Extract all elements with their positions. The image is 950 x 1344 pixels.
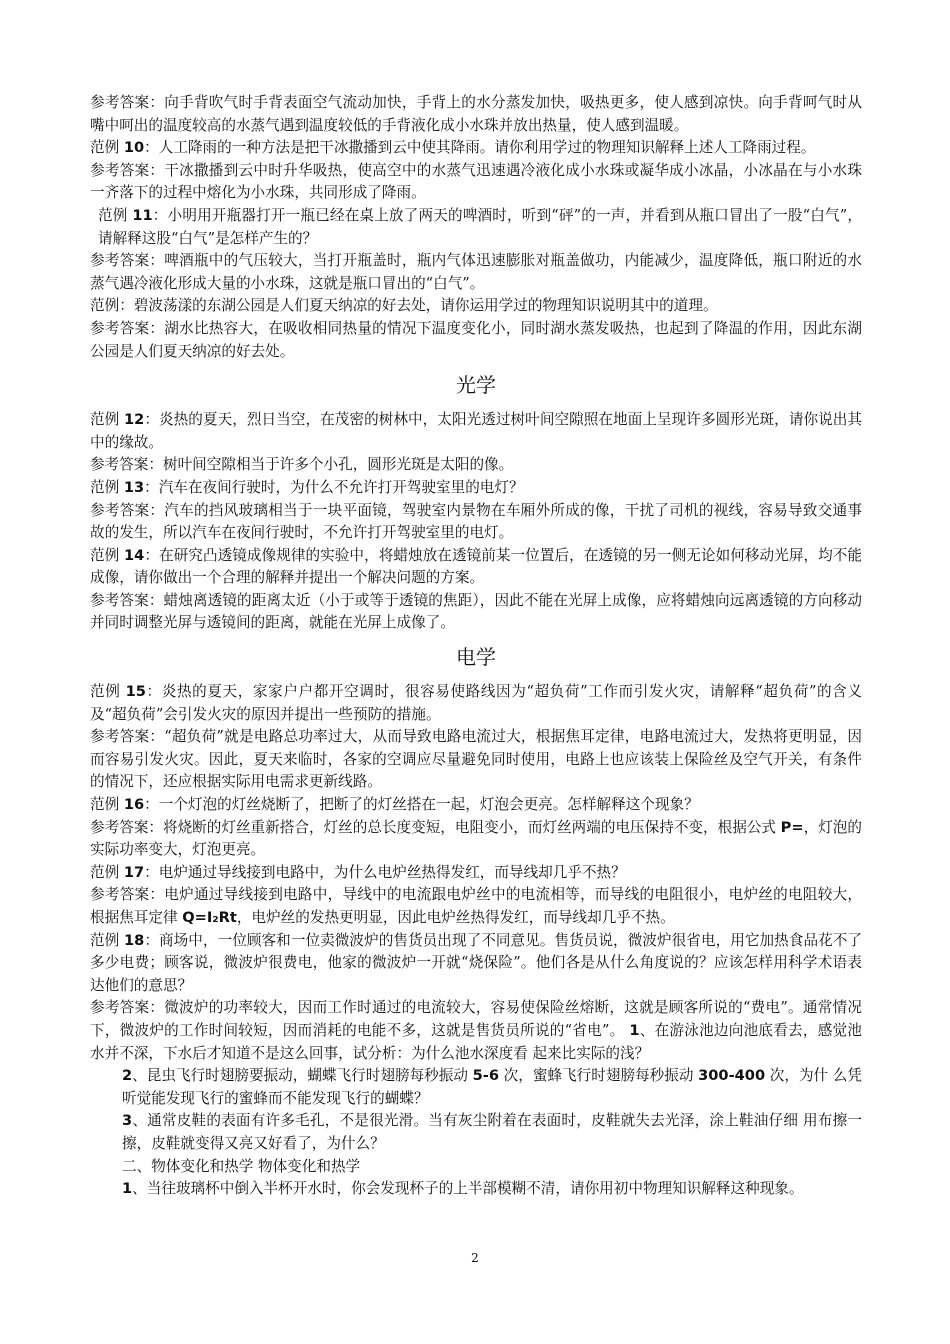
question-number: 3 — [122, 1112, 133, 1130]
example-text: ：炎热的夏天，家家户户都开空调时，很容易使路线因为“超负荷”工作而引发火灾，请解释“超负荷”的含义及“超负荷”会引发火灾的原因并提出一些预防的措施。 — [90, 683, 862, 723]
example-paragraph — [90, 794, 862, 817]
example-number: 10 — [123, 139, 145, 157]
example-label: 范例 — [98, 206, 133, 224]
formula: P= — [780, 818, 804, 836]
example-paragraph — [90, 137, 862, 160]
question-text: 次，为什 么凭听觉能发现飞行的蜜蜂而不能发现飞行的蝴蝶？ — [122, 1067, 862, 1107]
example-paragraph — [90, 862, 862, 885]
answer-text: 参考答案：蜡烛离透镜的距离太近（小于或等于透镜的焦距），因此不能在光屏上成像，应将蜡烛向远离透镜的方向移动并同时调整光屏与透镜间的距离，就能在光屏上成像了。 — [90, 591, 862, 632]
example-text: ：汽车在夜间行驶时，为什么不允许打开驾驶室里的电灯？ — [144, 478, 524, 496]
answer-text: 参考答案：啤酒瓶中的气压较大，当打开瓶盖时，瓶内气体迅速膨胀对瓶盖做功，内能减少，温度降低，瓶口附近的水蒸气遇冷液化形成大量的小水珠，这就是瓶口冒出的“白气”。 — [90, 252, 862, 292]
answer-text: 参考答案：汽车的挡风玻璃相当于一块平面镜，驾驶室内景物在车厢外所成的像，干扰了司机的视线，容易导致交通事故的发生，所以汽车在夜间行驶时，不允许打开驾驶室里的电灯。 — [90, 501, 862, 542]
example-paragraph — [90, 205, 862, 250]
example-label: 范例 — [90, 683, 126, 701]
section-subheading — [90, 1156, 862, 1179]
answer-paragraph — [90, 250, 862, 295]
example-text: ：炎热的夏天，烈日当空，在茂密的树林中，太阳光透过树叶间空隙照在地面上呈现许多圆形光斑，请你说出其中的缘故。 — [90, 411, 863, 451]
answer-paragraph — [90, 817, 862, 862]
answer-paragraph — [90, 726, 862, 794]
question-paragraph — [90, 1178, 862, 1201]
answer-paragraph — [90, 500, 862, 545]
answer-text: 参考答案：树叶间空隙相当于许多个小孔，圆形光斑是太阳的像。 — [90, 456, 514, 474]
example-paragraph — [90, 295, 862, 318]
answer-paragraph — [90, 92, 862, 137]
example-paragraph — [90, 477, 862, 500]
example-number: 13 — [123, 478, 145, 496]
example-text: ：一个灯泡的灯丝烧断了，把断了的灯丝搭在一起，灯泡会更亮。怎样解释这个现象？ — [144, 796, 699, 814]
question-paragraph — [90, 1110, 862, 1155]
example-text: ：电炉通过导线接到电路中，为什么电炉丝热得发红，而导线却几乎不热？ — [144, 863, 626, 881]
answer-paragraph — [90, 318, 862, 363]
example-text: ：在研究凸透镜成像规律的实验中，将蜡烛放在透镜前某一位置后，在透镜的另一侧无论如何移动光屏，均不能成像，请你做出一个合理的解释并提出一个解决问题的方案。 — [90, 546, 863, 587]
question-text: 次，蜜蜂飞行时翅膀每秒振动 — [499, 1067, 699, 1085]
answer-paragraph — [90, 160, 862, 205]
answer-text: 参考答案：“超负荷”就是电路总功率过大，从而导致电路电流过大，根据焦耳定律，电路电流过大，发热将更明显，因而容易引发火灾。因此，夏天来临时，各家的空调应尽量避免同时使用，电路上也应该装上保险丝及空气开关，有条件的情况下，还应根据实际用电需求更新线路。 — [90, 728, 862, 791]
example-label: 范例 — [90, 931, 124, 949]
answer-text: 参考答案：干冰撒播到云中时升华吸热，使高空中的水蒸气迅速遇冷液化成小水珠或凝华成小冰晶，小冰晶在与小水珠一齐落下的过程中熔化为小水珠，共同形成了降雨。 — [90, 161, 862, 202]
answer-text: 参考答案：向手背吹气时手背表面空气流动加快，手背上的水分蒸发加快，吸热更多，使人感到凉快。向手背呵气时从嘴中呵出的温度较高的水蒸气遇到温度较低的手背液化成小水珠并放出热量，使人感到温暖。 — [90, 94, 862, 134]
subheading-text: 二、物体变化和热学 物体变化和热学 — [122, 1157, 361, 1175]
document-page — [90, 92, 862, 1201]
answer-paragraph — [90, 997, 862, 1065]
number-value: 5-6 — [472, 1067, 500, 1085]
answer-text-cont: ，灯泡的实际功率变大，灯泡更亮。 — [90, 818, 862, 859]
answer-paragraph — [90, 590, 862, 635]
answer-text: 参考答案：湖水比热容大，在吸收相同热量的情况下温度变化小，同时湖水蒸发吸热，也起到了降温的作用，因此东湖公园是人们夏天纳凉的好去处。 — [90, 319, 862, 360]
answer-text-cont: ，电炉丝的发热更明显，因此电炉丝热得发红，而导线却几乎不热。 — [236, 909, 675, 926]
question-number: 2 — [122, 1067, 133, 1085]
question-text: 、昆虫飞行时翅膀要振动，蝴蝶飞行时翅膀每秒振动 — [132, 1067, 473, 1085]
example-paragraph — [90, 681, 862, 726]
answer-text: 参考答案：将烧断的灯丝重新搭合，灯丝的总长度变短，电阻变小，而灯丝两端的电压保持不变，根据公式 — [90, 818, 781, 836]
example-label: 范例 — [90, 139, 124, 157]
number-value: 300-400 — [698, 1067, 766, 1085]
answer-paragraph — [90, 884, 862, 929]
example-text: ：商场中，一位顾客和一位卖微波炉的售货员出现了不同意见。售货员说，微波炉很省电，用它加热食品花不了多少电费；顾客说，微波炉很费电，他家的微波炉一开就“烧保险”。他们各是从什么角度说的？应该怎样用科学术语表达他们的意思？ — [90, 931, 863, 994]
question-text: 、当往玻璃杯中倒入半杯开水时，你会发现杯子的上半部模糊不清，请你用初中物理知识解释这种现象。 — [132, 1180, 804, 1198]
example-number: 16 — [123, 796, 145, 814]
answer-text: 参考答案：电炉通过导线接到电路中，导线中的电流跟电炉丝中的电流相等，而导线的电阻很小，电炉丝的电阻较大，根据焦耳定律 — [90, 886, 862, 926]
example-label: 范例 — [90, 478, 124, 496]
question-text: 、通常皮鞋的表面有许多毛孔，不是很光滑。当有灰尘附着在表面时，皮鞋就失去光泽，涂上鞋油仔细 用布擦一擦，皮鞋就变得又亮又好看了，为什么？ — [122, 1112, 862, 1152]
example-number: 17 — [123, 863, 145, 881]
example-text: ：人工降雨的一种方法是把干冰撒播到云中使其降雨。请你利用学过的物理知识解释上述人工降雨过程。 — [144, 139, 816, 157]
question-number: 1 — [629, 1021, 640, 1039]
answer-text: 参考答案：微波炉的功率较大，因而工作时通过的电流较大，容易使保险丝熔断，这就是顾客所说的“费电”。通常情况下，微波炉的工作时间较短，因而消耗的电能不多，这就是售货员所说的“省电”。 — [90, 999, 862, 1039]
example-text: 范例：碧波荡漾的东湖公园是人们夏天纳凉的好去处，请你运用学过的物理知识说明其中的道理。 — [90, 297, 718, 315]
question-text: 、在游泳池边向池底看去，感觉池水并不深，下水后才知道不是这么回事，试分析：为什么池水深度看 起来比实际的浅？ — [90, 1021, 862, 1062]
example-text: ：小明用开瓶器打开一瓶已经在桌上放了两天的啤酒时，听到“砰”的一声，并看到从瓶口冒出了一股“白气”，请解释这股“白气”是怎样产生的？ — [98, 206, 862, 247]
example-number: 14 — [124, 546, 145, 564]
page-number: 2 — [471, 1251, 479, 1265]
example-label: 范例 — [90, 796, 124, 814]
answer-paragraph — [90, 454, 862, 477]
example-number: 18 — [124, 931, 145, 949]
example-paragraph — [90, 930, 862, 998]
example-number: 11 — [132, 206, 153, 224]
example-label: 范例 — [90, 863, 124, 881]
example-label: 范例 — [90, 546, 124, 564]
example-paragraph — [90, 409, 862, 454]
example-label: 范例 — [90, 411, 124, 429]
question-paragraph — [90, 1065, 862, 1110]
formula: Q=I₂Rt — [182, 909, 237, 926]
example-number: 12 — [124, 411, 145, 429]
section-heading-optics: 光学 — [456, 373, 496, 398]
example-number: 15 — [125, 683, 146, 701]
question-number: 1 — [122, 1180, 133, 1198]
example-paragraph — [90, 545, 862, 590]
section-heading-electricity: 电学 — [456, 645, 496, 670]
